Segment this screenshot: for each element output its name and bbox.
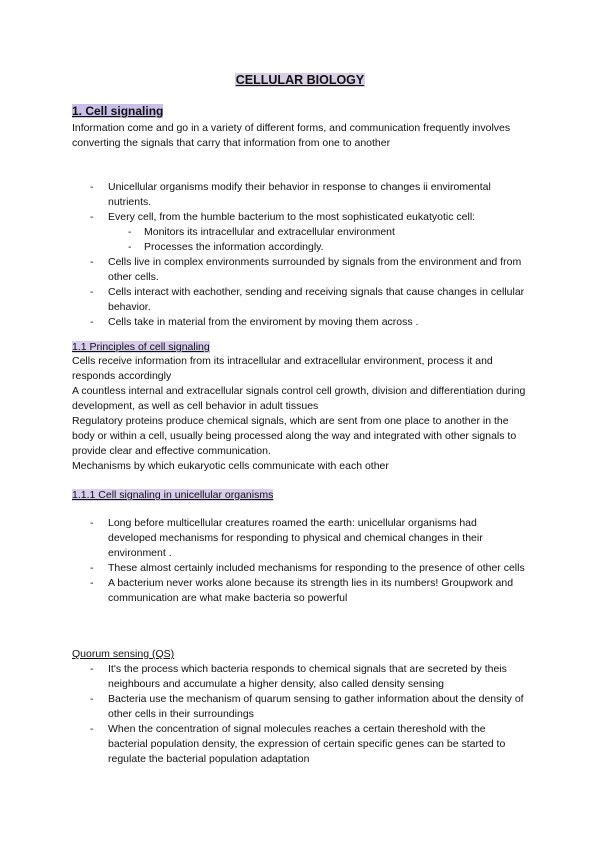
list-item: - Every cell, from the humble bacterium to the most sophisticated eukatyotic cell: - Monitors its intracellular and extracellular environment - Processes the information accordingly. xyxy=(72,210,528,255)
sub-list-item: - Monitors its intracellular and extracellular environment xyxy=(108,225,528,240)
unicellular-bullet-list xyxy=(72,516,528,606)
document-title: CELLULAR BIOLOGY xyxy=(235,73,365,87)
principles-paragraphs xyxy=(72,354,532,474)
section-heading-unicellular: 1.1.1 Cell signaling in unicellular organisms xyxy=(72,489,274,501)
section-heading-principles: 1.1 Principles of cell signaling xyxy=(72,341,210,353)
list-item: - Long before multicellular creatures roamed the earth: unicellular organisms had developed mechanisms for responding to physical and chemical changes in their environment . xyxy=(72,516,528,561)
list-item: - A bacterium never works alone because its strength lies in its numbers! Groupwork and communication are what make bacteria so powerful xyxy=(72,576,528,606)
paragraph: Cells receive information from its intracellular and extracellular environment, process it and responds accordingly xyxy=(72,355,493,382)
quorum-bullet-list xyxy=(72,662,528,767)
paragraph: Mechanisms by which eukaryotic cells communicate with each other xyxy=(72,460,389,472)
paragraph: A countless internal and extracellular signals control cell growth, division and differentiation during development, as well as cell behavior in adult tissues xyxy=(72,385,526,412)
list-item: - Cells interact with eachother, sending and receiving signals that cause changes in cellular behavior. xyxy=(72,285,528,315)
list-item: - These almost certainly included mechanisms for responding to the presence of other cells xyxy=(72,561,528,576)
list-item: - Bacteria use the mechanism of quarum sensing to gather information about the density of other cells in their surroundings xyxy=(72,692,528,722)
list-item: - When the concentration of signal molecules reaches a certain thereshold with the bacterial population density, the expression of certain specific genes can be started to regulate the bacterial population adaptation xyxy=(72,722,528,767)
list-item: - Cells live in complex environments surrounded by signals from the environment and from other cells. xyxy=(72,255,528,285)
section-heading-cell-signaling: 1. Cell signaling xyxy=(72,104,164,118)
sub-bullet-list xyxy=(108,225,528,255)
sub-list-item: - Processes the information accordingly. xyxy=(108,240,528,255)
paragraph: Regulatory proteins produce chemical signals, which are sent from one place to another in the body or within a cell, usually being processed along the way and integrated with other signals to provide clear and effective communication. xyxy=(72,415,517,457)
list-item: - It's the process which bacteria responds to chemical signals that are secreted by theis neighbours and accumulate a higher density, also called density sensing xyxy=(72,662,528,692)
cell-signaling-bullet-list xyxy=(72,180,528,330)
section-heading-quorum-sensing: Quorum sensing (QS) xyxy=(72,648,175,660)
list-item: - Unicellular organisms modify their behavior in response to changes ii enviromental nutrients. xyxy=(72,180,528,210)
list-item: - Cells take in material from the enviroment by moving them across . xyxy=(72,315,528,330)
section-intro: Information come and go in a variety of different forms, and communication frequently involves converting the signals that carry that information from one to another xyxy=(72,122,511,149)
